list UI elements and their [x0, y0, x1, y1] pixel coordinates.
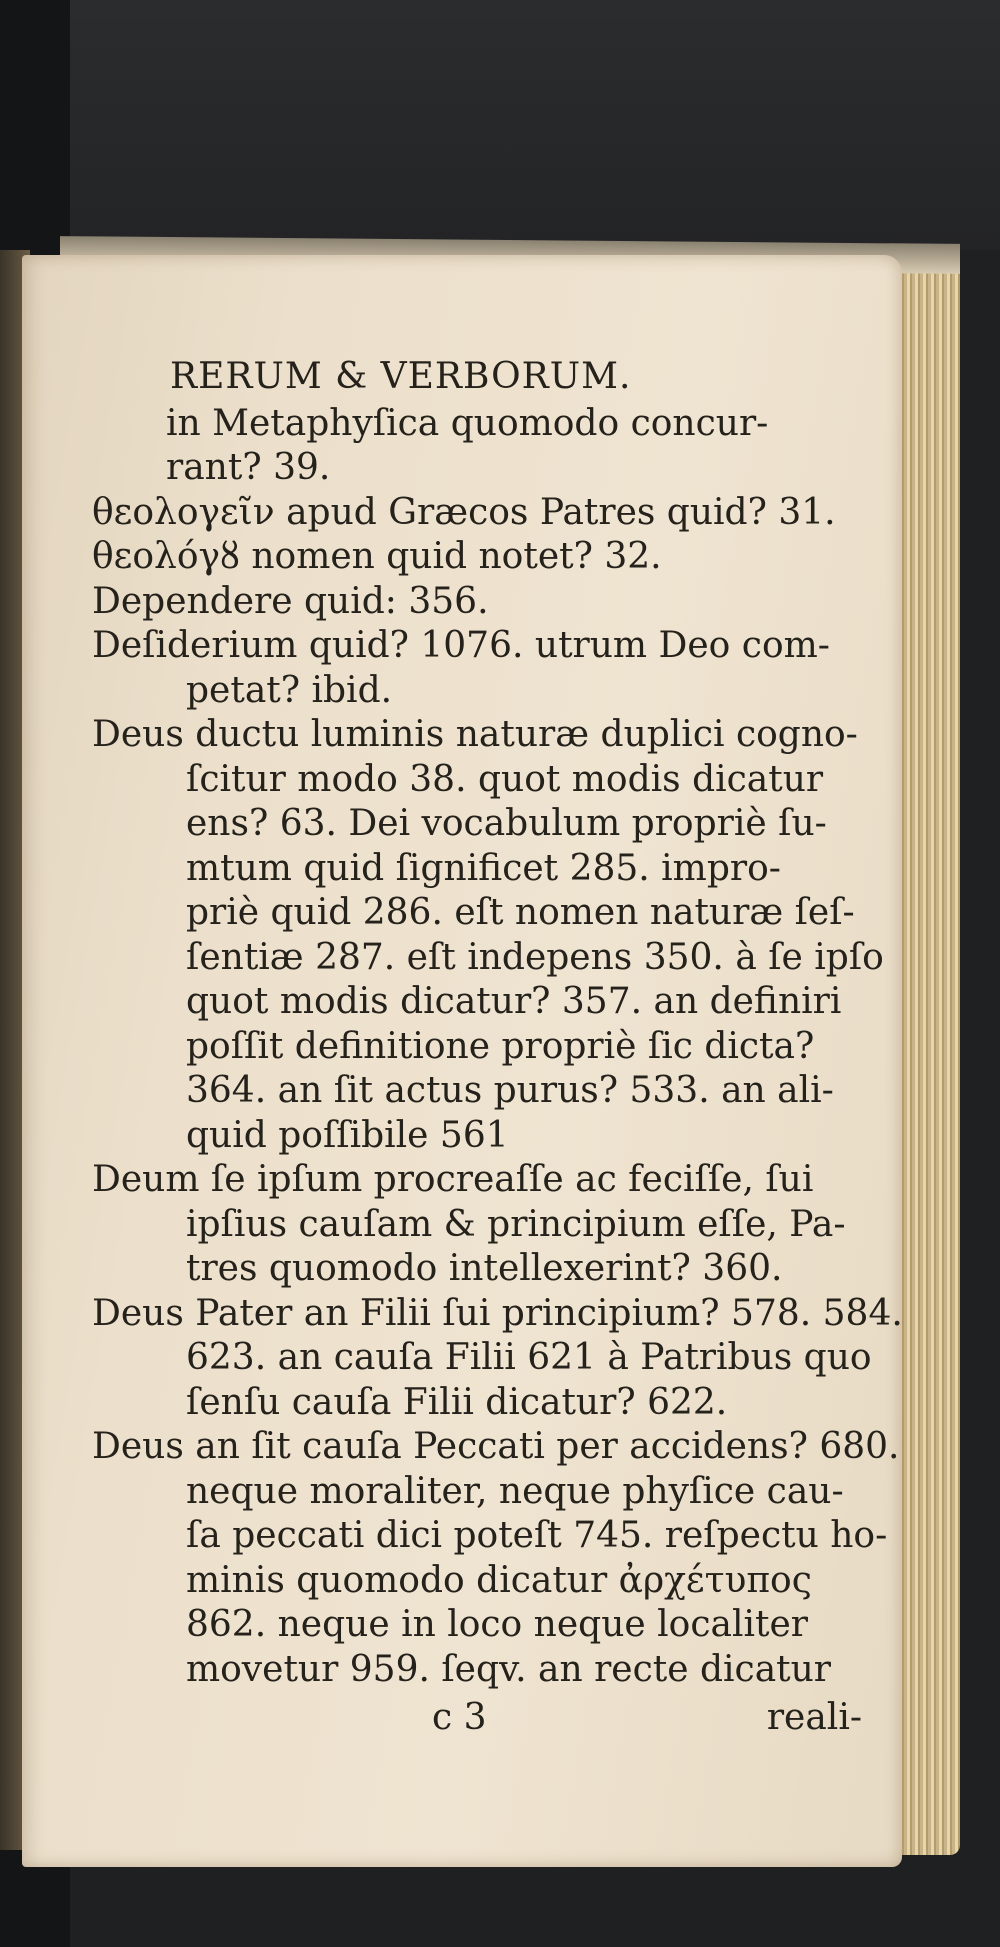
index-entry-line: in Metaphyſica quomodo concur-	[166, 402, 769, 444]
index-entry-line: poſſit definitione propriè ſic dicta?	[186, 1025, 815, 1067]
index-entry	[92, 624, 872, 713]
index-entry-line: Dependere quid: 356.	[92, 580, 489, 622]
index-entry-line: quid poſſibile 561	[186, 1114, 509, 1156]
index-entry-line: θεολόγȣ nomen quid notet? 32.	[92, 536, 662, 577]
index-entry-line: minis quomodo dicatur ἀρχέτυπος	[186, 1559, 812, 1601]
index-entry-line: Deus Pater an Filii ſui principium? 578. 584.	[92, 1292, 903, 1334]
index-entries	[92, 402, 903, 1693]
page-footer	[92, 1696, 872, 1741]
index-entry-line: ſenſu cauſa Filii dicatur? 622.	[186, 1381, 728, 1423]
book-page	[22, 255, 902, 1867]
index-entry	[92, 402, 872, 491]
index-entry	[92, 535, 872, 580]
index-entry	[92, 580, 872, 625]
index-entry-line: priè quid 286. eſt nomen naturæ ſeſ-	[186, 892, 855, 933]
index-entry	[92, 491, 872, 536]
index-entry-line: movetur 959. ſeqv. an recte dicatur	[186, 1648, 832, 1690]
index-entry	[92, 713, 884, 1158]
index-entry-line: ens? 63. Dei vocabulum propriè ſu-	[186, 803, 827, 844]
index-entry	[92, 1425, 900, 1692]
index-entry-line: ſcitur modo 38. quot modis dicatur	[186, 758, 824, 800]
index-entry-line: mtum quid ſignificet 285. impro-	[186, 847, 781, 889]
index-text-block	[92, 355, 903, 1741]
index-entry-line: Deſiderium quid? 1076. utrum Deo com-	[92, 625, 830, 666]
index-entry-line: neque moraliter, neque phyſice cau-	[186, 1470, 844, 1512]
index-entry-line: 623. an cauſa Filii 621 à Patribus quo	[186, 1337, 872, 1378]
index-entry-line: ipſius cauſam & principium eſſe, Pa-	[186, 1203, 846, 1245]
index-entry	[92, 1158, 872, 1292]
index-entry-line: 862. neque in loco neque localiter	[186, 1604, 808, 1645]
index-entry-line: Deus an ſit cauſa Peccati per accidens? 680.	[92, 1426, 900, 1467]
index-entry-line: rant? 39.	[166, 447, 331, 488]
index-entry-line: ſa peccati dici poteſt 745. reſpectu ho-	[186, 1515, 888, 1556]
index-entry-line: θεολογεῖν apud Græcos Patres quid? 31.	[92, 491, 836, 533]
backdrop-top	[70, 0, 1000, 250]
index-entry-line: quot modis dicatur? 357. an definiri	[186, 981, 842, 1022]
index-entry-line: petat? ibid.	[186, 669, 393, 711]
index-entry	[92, 1292, 903, 1426]
running-header: RERUM & VERBORUM.	[170, 356, 632, 397]
index-entry-line: ſentiæ 287. eſt indepens 350. à ſe ipſo	[186, 936, 884, 978]
signature-mark: c 3	[432, 1697, 487, 1738]
catchword: reali-	[766, 1697, 862, 1738]
index-entry-line: Deus ductu luminis naturæ duplici cogno-	[92, 714, 858, 755]
index-entry-line: 364. an ſit actus purus? 533. an ali-	[186, 1070, 834, 1111]
index-entry-line: Deum ſe ipſum procreaſſe ac feciſſe, ſui	[92, 1159, 814, 1200]
index-entry-line: tres quomodo intellexerint? 360.	[186, 1248, 783, 1289]
